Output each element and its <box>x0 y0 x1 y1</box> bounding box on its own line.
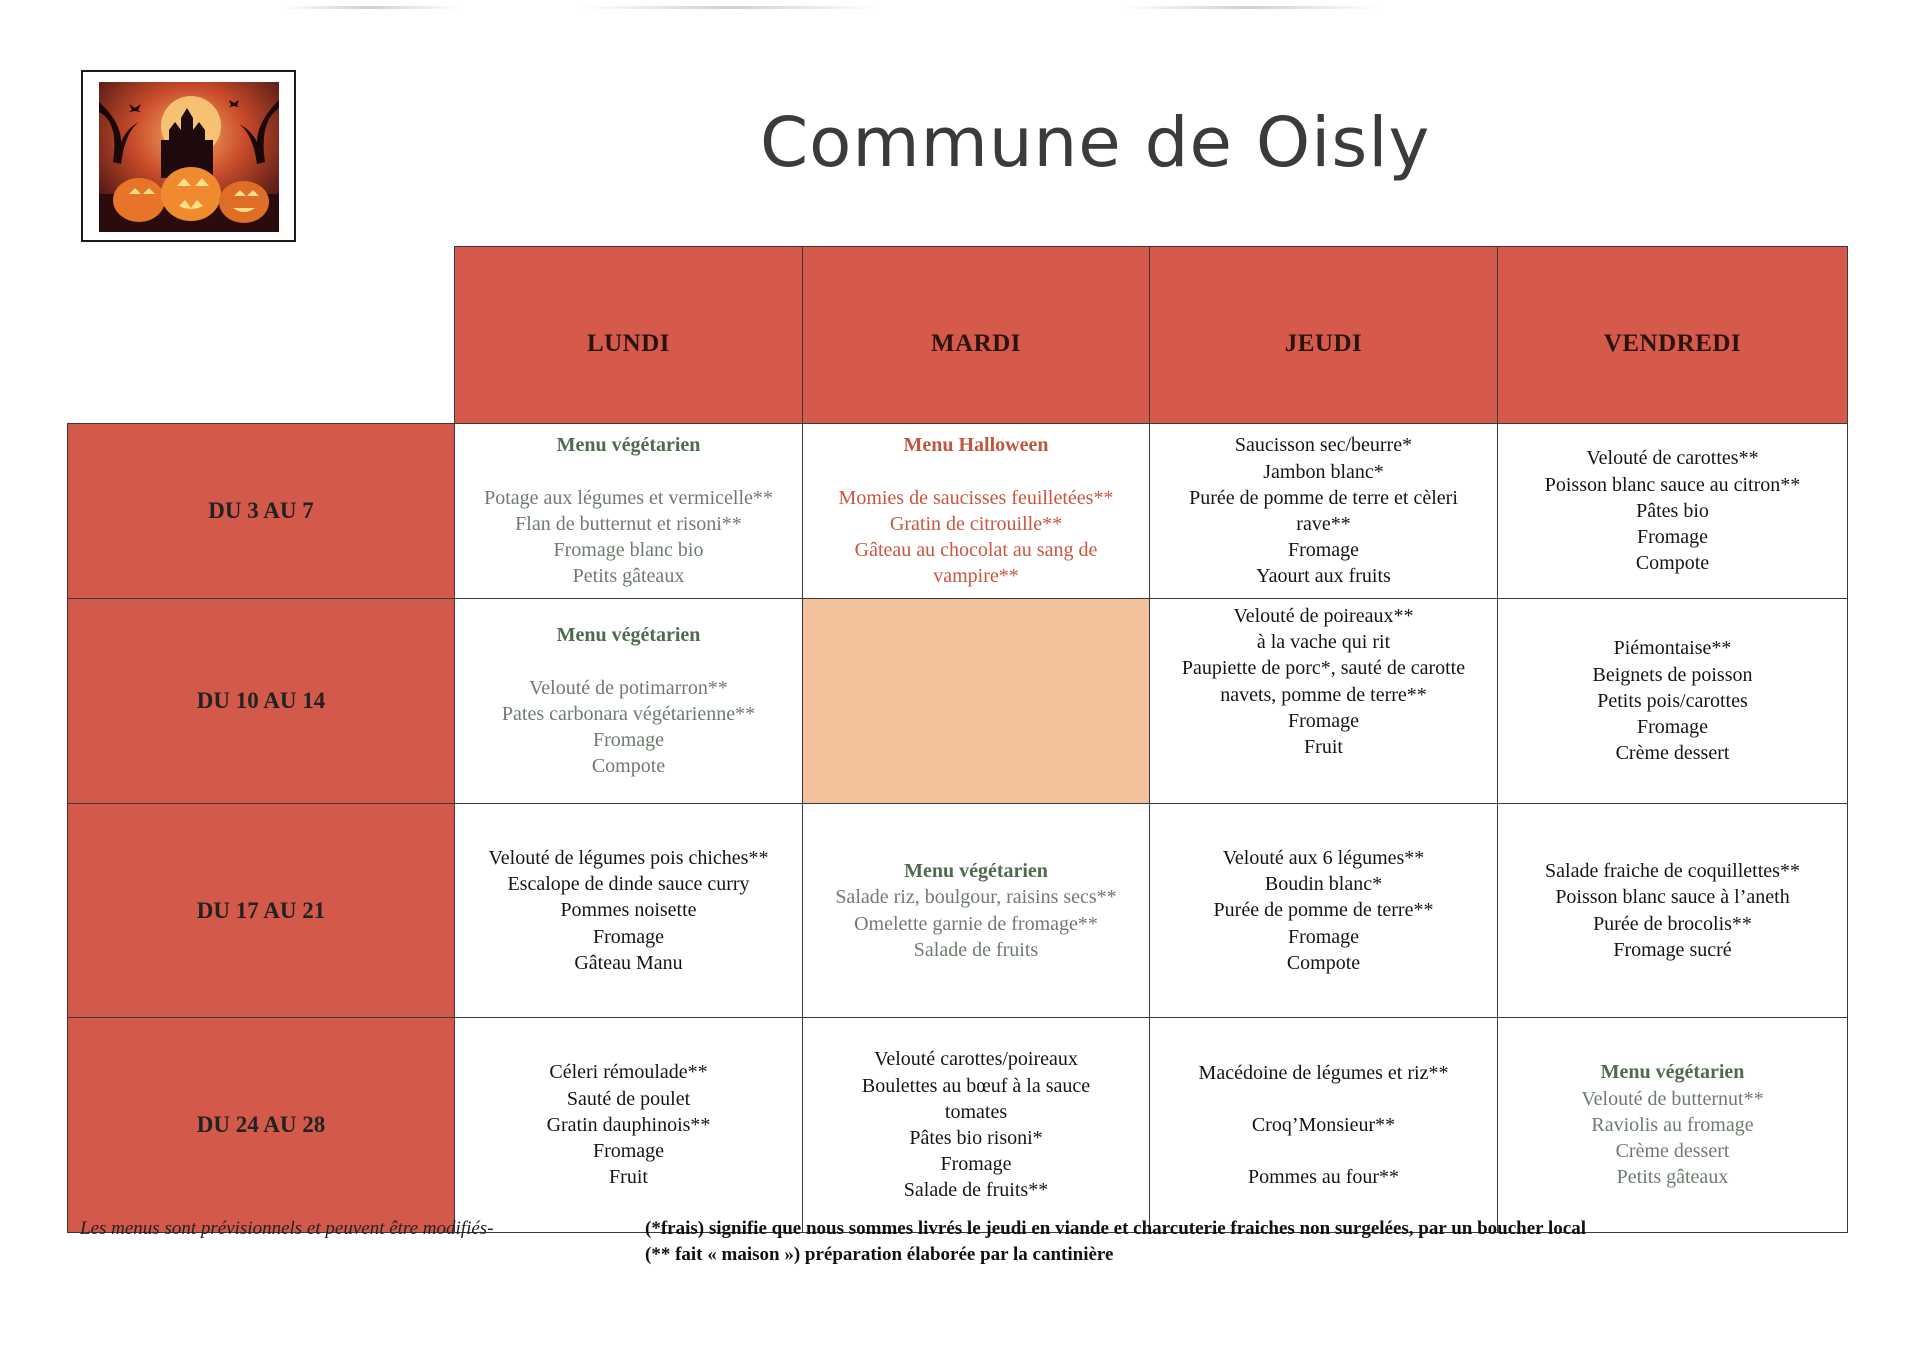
menu-title-vegetarian: Menu végétarien <box>556 624 701 647</box>
menu-cell-vendredi <box>1498 804 1848 1018</box>
menu-cell-lundi <box>455 1018 803 1233</box>
menu-item: Purée de brocolis** <box>1593 912 1752 935</box>
menu-item: Crème dessert <box>1615 1140 1730 1163</box>
menu-cell-jeudi <box>1150 599 1498 804</box>
menu-title-vegetarian: Menu végétarien <box>1600 1061 1745 1084</box>
menu-item: Velouté de butternut** <box>1581 1087 1764 1110</box>
legend-homemade: (** fait « maison ») préparation élaborée par la cantinière <box>645 1244 1114 1265</box>
week-label: DU 10 AU 14 <box>68 599 455 804</box>
menu-item: Fromage sucré <box>1613 938 1732 961</box>
menu-item: Purée de pomme de terre** <box>1213 899 1434 922</box>
menu-item: Purée de pomme de terre et cèleri rave** <box>1189 486 1458 535</box>
menu-cell-vendredi <box>1498 599 1848 804</box>
week-label: DU 3 AU 7 <box>68 424 455 599</box>
menu-item: Pates carbonara végétarienne** <box>501 702 756 725</box>
menu-item: Crème dessert <box>1615 742 1730 765</box>
menu-item: à la vache qui rit <box>1256 631 1391 654</box>
legend-fresh: (*frais) signifie que nous sommes livrés le jeudi en viande et charcuterie fraiches non surgelées, par un boucher local <box>645 1218 1586 1239</box>
menu-item: Saucisson sec/beurre* <box>1234 434 1413 457</box>
menu-table <box>67 246 1848 1233</box>
menu-item: Pâtes bio <box>1636 499 1709 522</box>
halloween-logo <box>81 70 296 242</box>
menu-item: Yaourt aux fruits <box>1256 565 1391 588</box>
menu-cell-mardi <box>803 424 1150 599</box>
menu-item: Poisson blanc sauce à l’aneth <box>1555 886 1790 909</box>
menu-item: Jambon blanc* <box>1263 460 1384 483</box>
menu-item: Fromage <box>592 1140 665 1163</box>
menu-item: Velouté de potimarron** <box>529 676 728 699</box>
menu-item: Velouté de carottes** <box>1586 447 1759 470</box>
week-row <box>68 599 1848 804</box>
menu-item: Salade fraiche de coquillettes** <box>1545 860 1800 883</box>
menu-item: Compote <box>591 755 666 778</box>
menu-item: Fromage <box>592 729 665 752</box>
day-header-mardi: MARDI <box>803 247 1150 424</box>
menu-item: Gâteau Manu <box>574 951 683 974</box>
day-header-vendredi: VENDREDI <box>1498 247 1848 424</box>
scan-artifact <box>1120 6 1380 9</box>
menu-item: Fromage <box>1287 925 1360 948</box>
menu-item: Poisson blanc sauce au citron** <box>1544 473 1801 496</box>
week-label: DU 24 AU 28 <box>68 1018 455 1233</box>
week-label: DU 17 AU 21 <box>68 804 455 1018</box>
menu-item: Gâteau au chocolat au sang de vampire** <box>854 539 1098 588</box>
menu-cell-lundi <box>455 424 803 599</box>
menu-cell-lundi <box>455 599 803 804</box>
menu-cell-lundi <box>455 804 803 1018</box>
menu-item: Boulettes au bœuf à la sauce tomates <box>861 1074 1091 1123</box>
menu-cell-mardi <box>803 1018 1150 1233</box>
menu-cell-jeudi <box>1150 804 1498 1018</box>
page-title: Commune de Oisly <box>760 103 1431 183</box>
menu-item: navets, pomme de terre** <box>1220 683 1427 706</box>
menu-item: Beignets de poisson <box>1592 663 1753 686</box>
menu-item: Petits pois/carottes <box>1597 689 1748 712</box>
menu-title-vegetarian: Menu végétarien <box>904 860 1048 883</box>
menu-item: Gratin de citrouille** <box>889 512 1063 535</box>
menu-cell-vendredi <box>1498 424 1848 599</box>
menu-item: Paupiette de porc*, sauté de carotte <box>1181 657 1466 680</box>
menu-item: Fromage <box>592 925 665 948</box>
menu-title-halloween: Menu Halloween <box>903 434 1049 457</box>
menu-cell-mardi <box>803 804 1150 1018</box>
menu-title-vegetarian: Menu végétarien <box>556 434 701 457</box>
menu-item: Velouté de légumes pois chiches** <box>488 846 769 869</box>
menu-item: Velouté aux 6 légumes** <box>1222 846 1425 869</box>
menu-item: Compote <box>1635 552 1710 575</box>
disclaimer-note: Les menus sont prévisionnels et peuvent être modifiés- <box>80 1218 494 1239</box>
menu-item: Fromage blanc bio <box>553 539 704 562</box>
menu-item: Macédoine de légumes et riz** <box>1198 1061 1449 1084</box>
menu-item: Fruit <box>1304 736 1343 759</box>
day-header-jeudi: JEUDI <box>1150 247 1498 424</box>
menu-item: Fromage <box>1636 526 1709 549</box>
menu-item: Potage aux légumes et vermicelle** <box>484 486 773 509</box>
menu-item: Petits gâteaux <box>1616 1166 1729 1189</box>
scan-artifact <box>580 6 880 9</box>
menu-item: Escalope de dinde sauce curry <box>507 873 750 896</box>
menu-item: Piémontaise** <box>1613 637 1732 660</box>
menu-item: Petits gâteaux <box>572 565 685 588</box>
menu-item: Velouté de poireaux** <box>1233 605 1414 627</box>
day-header-row <box>68 247 1848 424</box>
menu-cell-jeudi <box>1150 1018 1498 1233</box>
pumpkins-castle-icon <box>99 82 279 232</box>
menu-item: Fromage <box>1636 716 1709 739</box>
menu-item: Pâtes bio risoni* <box>909 1127 1043 1149</box>
menu-item: Omelette garnie de fromage** <box>854 912 1098 935</box>
menu-item: Salade de fruits** <box>903 1179 1049 1202</box>
menu-cell-jeudi <box>1150 424 1498 599</box>
menu-item: Salade riz, boulgour, raisins secs** <box>835 886 1117 909</box>
menu-item: Sauté de poulet <box>566 1087 691 1110</box>
menu-item: Fromage <box>1287 539 1360 562</box>
menu-item: Fromage <box>940 1153 1012 1176</box>
menu-cell-vendredi <box>1498 1018 1848 1233</box>
table-corner <box>68 247 455 424</box>
menu-item: Momies de saucisses feuilletées** <box>838 486 1114 509</box>
menu-item: Croq’Monsieur** <box>1251 1113 1396 1136</box>
menu-item: Compote <box>1286 951 1361 974</box>
menu-item: Velouté carottes/poireaux <box>874 1048 1078 1071</box>
menu-item: Pommes au four** <box>1247 1166 1400 1189</box>
menu-item: Boudin blanc* <box>1264 873 1383 896</box>
menu-item: Pommes noisette <box>560 899 697 922</box>
menu-item: Fruit <box>609 1166 648 1189</box>
week-row <box>68 1018 1848 1233</box>
menu-item: Fromage <box>1287 709 1360 732</box>
menu-item: Céleri rémoulade** <box>549 1061 708 1084</box>
week-row <box>68 424 1848 599</box>
menu-item: Salade de fruits <box>913 938 1039 961</box>
week-row <box>68 804 1848 1018</box>
legend-notes <box>645 1216 1586 1268</box>
menu-item: Gratin dauphinois** <box>546 1113 711 1136</box>
menu-cell-mardi-empty <box>803 599 1150 804</box>
menu-item: Flan de butternut et risoni** <box>515 512 742 535</box>
menu-item: Raviolis au fromage <box>1591 1113 1754 1136</box>
day-header-lundi: LUNDI <box>455 247 803 424</box>
scan-artifact <box>280 6 460 9</box>
